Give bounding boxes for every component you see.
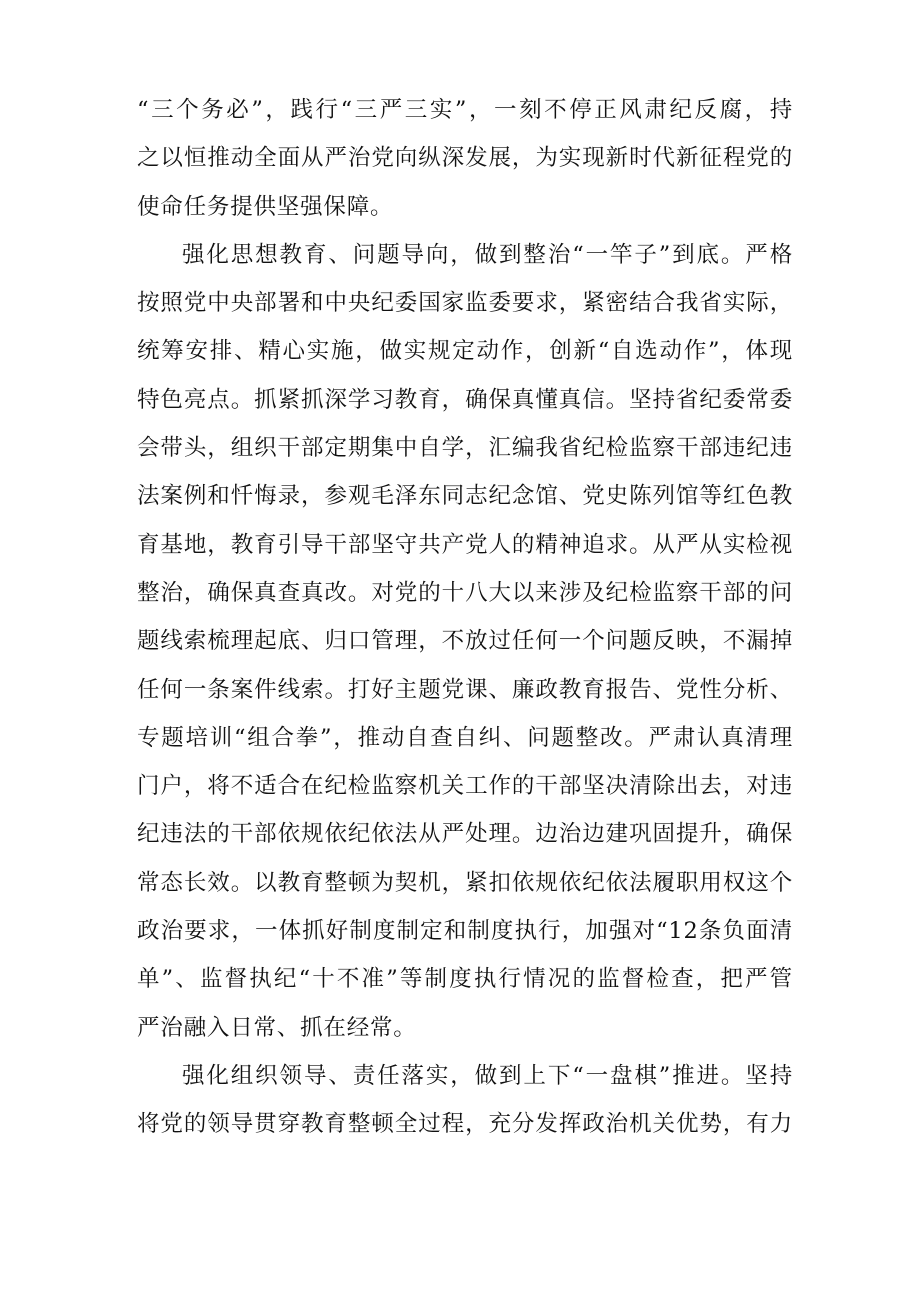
text-line: 题线索梳理起底、归口管理，不放过任何一个问题反映，不漏掉: [137, 628, 793, 655]
text-line: 使命任务提供坚强保障。: [137, 193, 394, 220]
text-line: “三个务必”，践行“三严三实”，一刻不停正风肃纪反腐，持: [137, 97, 793, 123]
paragraph: [137, 86, 793, 231]
text-line: 整治，确保真查真改。对党的十八大以来涉及纪检监察干部的问: [137, 579, 793, 606]
text-line: 单”、监督执纪“十不准”等制度执行情况的监督检查，把严管: [137, 966, 793, 993]
body-text: [137, 86, 793, 1149]
text-line: 强化组织领导、责任落实，做到上下“一盘棋”推进。坚持: [182, 1062, 793, 1089]
text-line: 特色亮点。抓紧抓深学习教育，确保真懂真信。坚持省纪委常委: [137, 386, 793, 413]
text-line: 强化思想教育、问题导向，做到整治“一竿子”到底。严格: [182, 241, 793, 268]
text-line: 门户，将不适合在纪检监察机关工作的干部坚决清除出去，对违: [137, 773, 793, 800]
text-line: 之以恒推动全面从严治党向纵深发展，为实现新时代新征程党的: [137, 145, 793, 172]
text-line: 会带头，组织干部定期集中自学，汇编我省纪检监察干部违纪违: [137, 435, 793, 462]
paragraph: [137, 1052, 793, 1149]
text-line: 政治要求，一体抓好制度制定和制度执行，加强对“12条负面清: [137, 918, 793, 945]
text-line: 纪违法的干部依规依纪依法从严处理。边治边建巩固提升，确保: [137, 821, 793, 848]
text-line: 常态长效。以教育整顿为契机，紧扣依规依纪依法履职用权这个: [137, 869, 793, 896]
text-line: 法案例和忏悔录，参观毛泽东同志纪念馆、党史陈列馆等红色教: [137, 483, 793, 510]
text-line: 专题培训“组合拳”，推动自查自纠、问题整改。严肃认真清理: [137, 724, 793, 751]
text-line: 统筹安排、精心实施，做实规定动作，创新“自选动作”，体现: [137, 338, 793, 365]
text-line: 育基地，教育引导干部坚守共产党人的精神追求。从严从实检视: [137, 531, 793, 558]
text-line: 严治融入日常、抓在经常。: [137, 1014, 417, 1041]
text-line: 按照党中央部署和中央纪委国家监委要求，紧密结合我省实际，: [137, 290, 793, 317]
text-line: 将党的领导贯穿教育整顿全过程，充分发挥政治机关优势，有力: [137, 1111, 793, 1138]
text-line: 任何一条案件线索。打好主题党课、廉政教育报告、党性分析、: [137, 676, 793, 703]
paragraph: [137, 231, 793, 1052]
